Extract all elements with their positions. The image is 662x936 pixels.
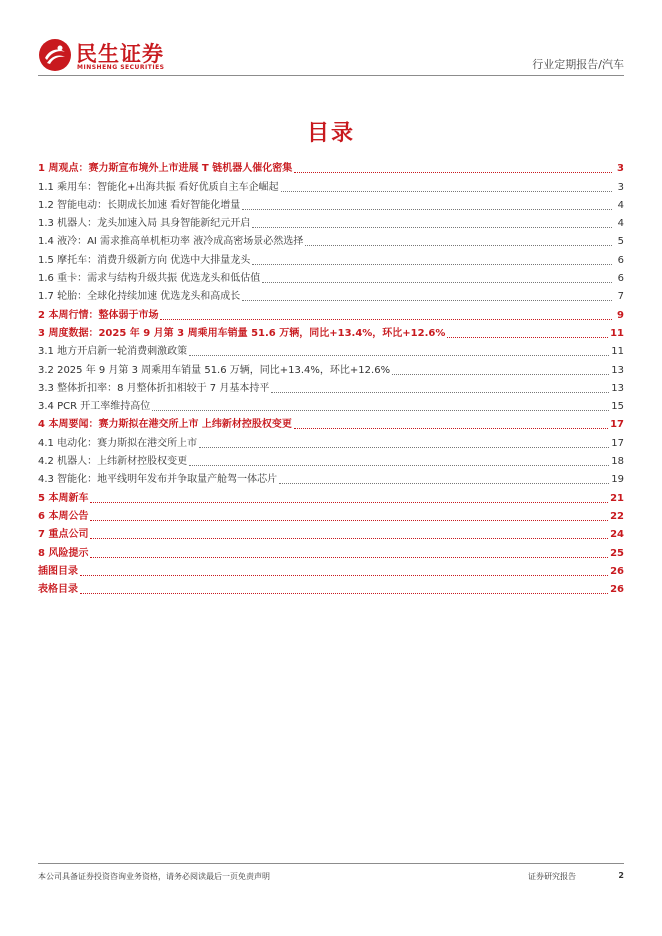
toc-entry-page[interactable]: 4 bbox=[617, 218, 624, 230]
toc-entry-page[interactable]: 18 bbox=[611, 456, 624, 468]
header-divider bbox=[38, 75, 624, 76]
toc-entry-label[interactable]: 3.2 2025 年 9 月第 3 周乘用车销量 51.6 万辆，同比+13.4%，环比+12.6% bbox=[38, 364, 391, 376]
toc-leader-dots bbox=[152, 410, 609, 411]
toc-entry-page[interactable]: 3 bbox=[617, 163, 624, 175]
toc-leader-dots bbox=[252, 227, 612, 228]
toc-entry-page[interactable]: 25 bbox=[610, 547, 624, 559]
toc-leader-dots bbox=[271, 392, 609, 393]
toc-entry-label[interactable]: 8 风险提示 bbox=[38, 547, 89, 559]
toc-entry-label[interactable]: 1.1 乘用车：智能化+出海共振 看好优质自主车企崛起 bbox=[38, 181, 279, 193]
toc-leader-dots bbox=[90, 520, 608, 521]
toc-entry-page[interactable]: 17 bbox=[610, 419, 624, 431]
toc-entry-page[interactable]: 17 bbox=[611, 437, 624, 449]
toc-entry[interactable] bbox=[38, 359, 624, 377]
toc-entry-page[interactable]: 21 bbox=[610, 492, 624, 504]
toc-entry[interactable] bbox=[38, 542, 624, 560]
toc-entry-label[interactable]: 2 本周行情：整体弱于市场 bbox=[38, 309, 159, 321]
toc-leader-dots bbox=[199, 447, 609, 448]
toc-entry[interactable] bbox=[38, 213, 624, 231]
logo-chinese-name: 民生证券 bbox=[76, 42, 164, 66]
toc-leader-dots bbox=[305, 245, 612, 246]
toc-entry-label[interactable]: 5 本周新车 bbox=[38, 492, 89, 504]
toc-leader-dots bbox=[262, 282, 612, 283]
toc-entry-label[interactable]: 3.1 地方开启新一轮消费刺激政策 bbox=[38, 346, 188, 358]
footer-divider bbox=[38, 863, 624, 864]
toc-leader-dots bbox=[242, 209, 612, 210]
toc-entry-label[interactable]: 4.2 机器人：上纬新材控股权变更 bbox=[38, 456, 188, 468]
toc-entry-label[interactable]: 4.1 电动化：赛力斯拟在港交所上市 bbox=[38, 437, 198, 449]
toc-entry-label[interactable]: 7 重点公司 bbox=[38, 529, 89, 541]
toc-entry-page[interactable]: 9 bbox=[617, 309, 624, 321]
toc-entry[interactable] bbox=[38, 268, 624, 286]
toc-entry-page[interactable]: 13 bbox=[611, 364, 624, 376]
toc-entry-label[interactable]: 插图目录 bbox=[38, 565, 78, 577]
toc-entry-page[interactable]: 26 bbox=[610, 584, 624, 596]
toc-entry-page[interactable]: 6 bbox=[617, 273, 624, 285]
toc-leader-dots bbox=[160, 319, 612, 320]
toc-entry-page[interactable]: 7 bbox=[617, 291, 624, 303]
toc-entry[interactable] bbox=[38, 286, 624, 304]
toc-entry[interactable] bbox=[38, 579, 624, 597]
toc-entry-label[interactable]: 3 周度数据：2025 年 9 月第 3 周乘用车销量 51.6 万辆，同比+13.4%，环比+12.6% bbox=[38, 327, 446, 339]
table-of-contents bbox=[38, 158, 624, 597]
toc-entry[interactable] bbox=[38, 378, 624, 396]
toc-entry-label[interactable]: 1 周观点：赛力斯宣布境外上市进展 T 链机器人催化密集 bbox=[38, 163, 293, 175]
toc-leader-dots bbox=[294, 428, 608, 429]
toc-leader-dots bbox=[90, 502, 608, 503]
toc-entry-label[interactable]: 3.4 PCR 开工率维持高位 bbox=[38, 401, 151, 413]
toc-entry[interactable] bbox=[38, 524, 624, 542]
toc-entry-label[interactable]: 1.3 机器人：龙头加速入局 具身智能新纪元开启 bbox=[38, 218, 251, 230]
toc-entry-page[interactable]: 6 bbox=[617, 254, 624, 266]
toc-leader-dots bbox=[447, 337, 608, 338]
toc-entry-label[interactable]: 1.6 重卡：需求与结构升级共振 优选龙头和低估值 bbox=[38, 273, 261, 285]
toc-entry[interactable] bbox=[38, 341, 624, 359]
toc-entry-page[interactable]: 19 bbox=[611, 474, 624, 486]
toc-entry-page[interactable]: 15 bbox=[611, 401, 624, 413]
toc-leader-dots bbox=[242, 300, 612, 301]
toc-entry[interactable] bbox=[38, 176, 624, 194]
toc-entry[interactable] bbox=[38, 451, 624, 469]
toc-entry-page[interactable]: 11 bbox=[611, 346, 624, 358]
page-number: 2 bbox=[618, 871, 624, 880]
toc-entry-page[interactable]: 5 bbox=[617, 236, 624, 248]
toc-entry-label[interactable]: 3.3 整体折扣率：8 月整体折扣相较于 7 月基本持平 bbox=[38, 382, 270, 394]
toc-entry[interactable] bbox=[38, 469, 624, 487]
logo-english-name: MINSHENG SECURITIES bbox=[77, 64, 165, 71]
toc-entry[interactable] bbox=[38, 561, 624, 579]
toc-entry-label[interactable]: 1.7 轮胎：全球化持续加速 优选龙头和高成长 bbox=[38, 291, 241, 303]
toc-entry-label[interactable]: 1.4 液冷：AI 需求推高单机柜功率 液冷成高密场景必然选择 bbox=[38, 236, 304, 248]
toc-leader-dots bbox=[80, 593, 608, 594]
toc-entry[interactable] bbox=[38, 231, 624, 249]
toc-leader-dots bbox=[90, 538, 608, 539]
toc-leader-dots bbox=[294, 172, 612, 173]
toc-entry[interactable] bbox=[38, 304, 624, 322]
toc-entry-page[interactable]: 4 bbox=[617, 199, 624, 211]
toc-entry[interactable] bbox=[38, 432, 624, 450]
toc-leader-dots bbox=[279, 483, 609, 484]
report-category: 行业定期报告/汽车 bbox=[532, 58, 624, 71]
toc-leader-dots bbox=[189, 465, 609, 466]
toc-entry-label[interactable]: 6 本周公告 bbox=[38, 510, 89, 522]
toc-entry-page[interactable]: 3 bbox=[617, 181, 624, 193]
toc-entry-page[interactable]: 11 bbox=[610, 327, 624, 339]
toc-leader-dots bbox=[80, 575, 608, 576]
toc-entry[interactable] bbox=[38, 158, 624, 176]
toc-leader-dots bbox=[189, 355, 609, 356]
toc-entry[interactable] bbox=[38, 487, 624, 505]
toc-leader-dots bbox=[252, 264, 612, 265]
footer-disclaimer: 本公司具备证券投资咨询业务资格，请务必阅读最后一页免责声明 bbox=[38, 872, 270, 881]
toc-entry-label[interactable]: 1.5 摩托车：消费升级新方向 优选中大排量龙头 bbox=[38, 254, 251, 266]
toc-entry-page[interactable]: 22 bbox=[610, 510, 624, 522]
toc-leader-dots bbox=[90, 557, 608, 558]
minsheng-logo-icon bbox=[38, 38, 72, 72]
toc-leader-dots bbox=[392, 374, 609, 375]
toc-entry-label[interactable]: 1.2 智能电动：长期成长加速 看好智能化增量 bbox=[38, 199, 241, 211]
footer-report-type: 证券研究报告 bbox=[528, 872, 576, 881]
toc-entry-label[interactable]: 4.3 智能化：地平线明年发布并争取量产舱驾一体芯片 bbox=[38, 474, 278, 486]
toc-entry-page[interactable]: 24 bbox=[610, 529, 624, 541]
toc-entry[interactable] bbox=[38, 195, 624, 213]
toc-entry-label[interactable]: 表格目录 bbox=[38, 584, 78, 596]
toc-entry[interactable] bbox=[38, 249, 624, 267]
toc-entry[interactable] bbox=[38, 506, 624, 524]
toc-leader-dots bbox=[281, 191, 612, 192]
toc-entry-label[interactable]: 4 本周要闻：赛力斯拟在港交所上市 上纬新材控股权变更 bbox=[38, 419, 292, 431]
page-title: 目录 bbox=[306, 121, 355, 146]
page-header bbox=[38, 34, 624, 76]
toc-entry[interactable] bbox=[38, 323, 624, 341]
toc-entry[interactable] bbox=[38, 396, 624, 414]
toc-entry-page[interactable]: 26 bbox=[610, 565, 624, 577]
toc-entry[interactable] bbox=[38, 414, 624, 432]
toc-entry-page[interactable]: 13 bbox=[611, 382, 624, 394]
